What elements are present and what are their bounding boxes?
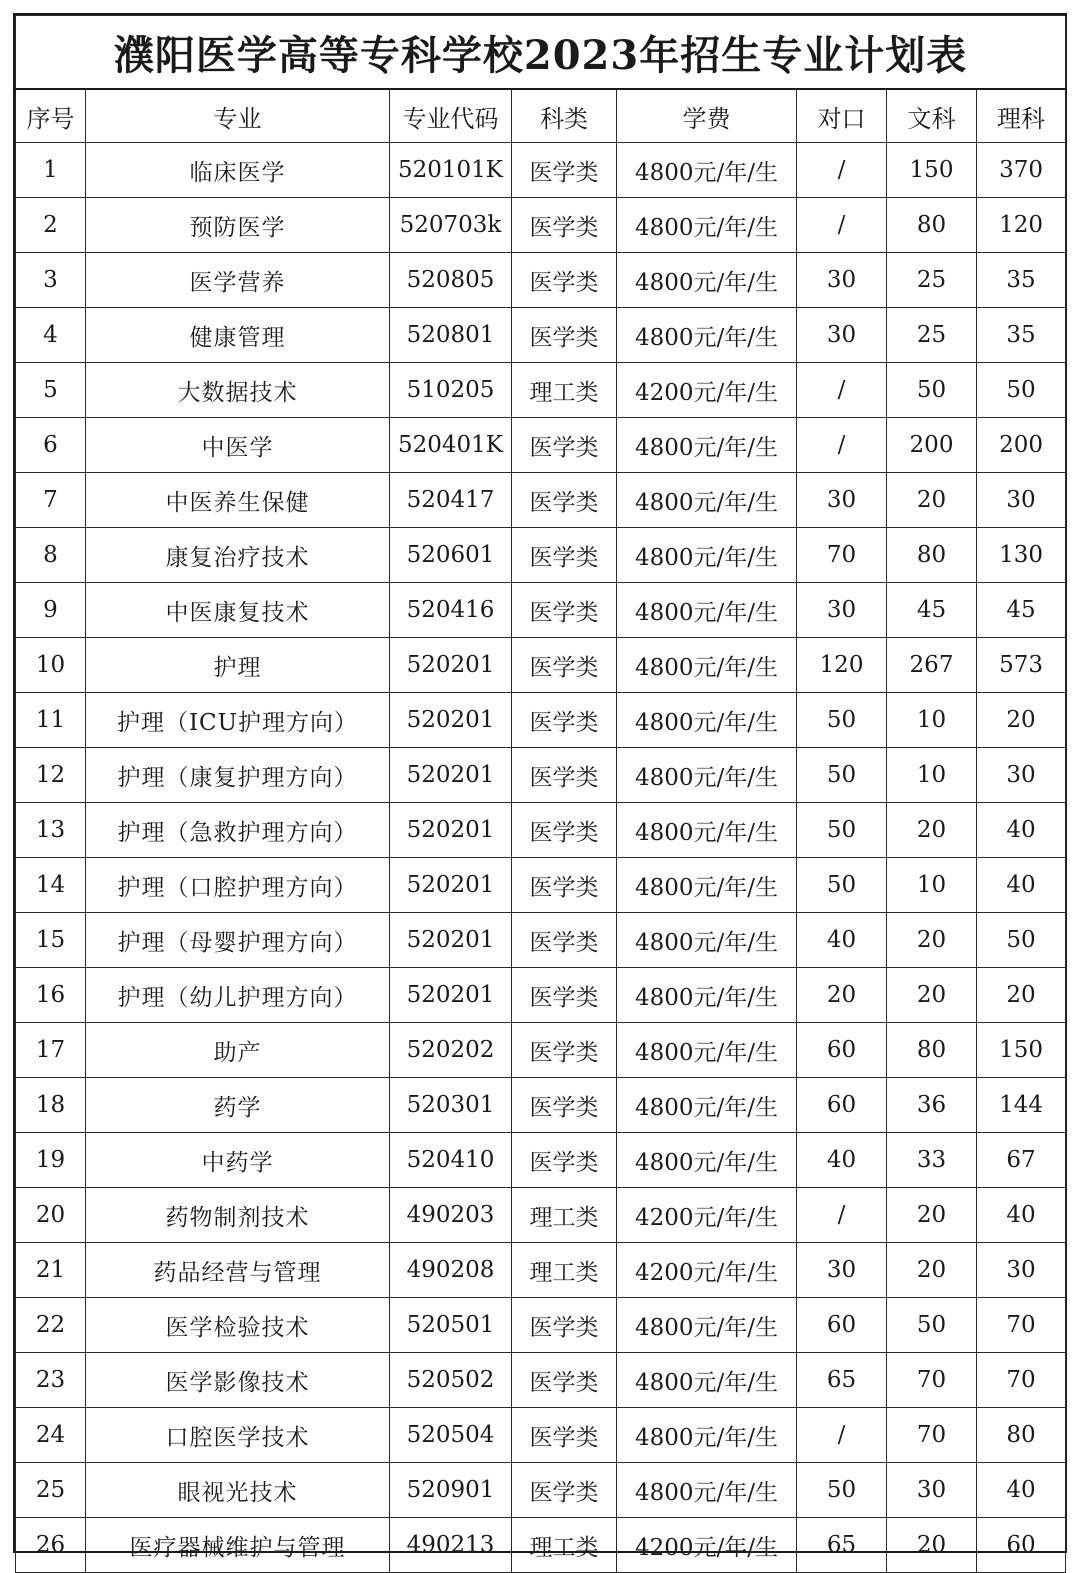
cell-code: 520801 [390,308,512,363]
cell-code: 520201 [390,748,512,803]
table-body [16,143,1066,1573]
cell-wenke: 20 [887,968,977,1023]
table-row [16,1078,1066,1133]
column-header-code: 专业代码 [390,89,512,143]
cell-no: 10 [16,638,86,693]
cell-like: 30 [977,748,1066,803]
cell-duikou: 65 [797,1518,887,1573]
table-row [16,308,1066,363]
cell-duikou: / [797,1408,887,1463]
cell-wenke: 70 [887,1353,977,1408]
cell-duikou: 30 [797,308,887,363]
cell-major: 护理（母婴护理方向） [86,913,390,968]
cell-wenke: 50 [887,363,977,418]
column-header-like: 理科 [977,89,1066,143]
cell-like: 35 [977,308,1066,363]
cell-category: 医学类 [512,583,617,638]
cell-like: 45 [977,583,1066,638]
cell-major: 药物制剂技术 [86,1188,390,1243]
cell-code: 520401K [390,418,512,473]
cell-category: 医学类 [512,1298,617,1353]
cell-major: 健康管理 [86,308,390,363]
table-row [16,1243,1066,1298]
cell-wenke: 33 [887,1133,977,1188]
cell-duikou: 70 [797,528,887,583]
cell-code: 520504 [390,1408,512,1463]
cell-major: 护理（幼儿护理方向） [86,968,390,1023]
cell-major: 护理 [86,638,390,693]
cell-code: 520201 [390,693,512,748]
cell-fee: 4800元/年/生 [617,528,797,583]
cell-category: 医学类 [512,418,617,473]
cell-duikou: 30 [797,583,887,638]
cell-category: 理工类 [512,363,617,418]
cell-no: 21 [16,1243,86,1298]
cell-no: 15 [16,913,86,968]
cell-fee: 4800元/年/生 [617,198,797,253]
cell-code: 520201 [390,968,512,1023]
table-row [16,1133,1066,1188]
cell-category: 医学类 [512,1408,617,1463]
cell-fee: 4800元/年/生 [617,253,797,308]
cell-like: 60 [977,1518,1066,1573]
cell-like: 20 [977,693,1066,748]
cell-no: 23 [16,1353,86,1408]
cell-wenke: 70 [887,1408,977,1463]
cell-no: 5 [16,363,86,418]
cell-like: 67 [977,1133,1066,1188]
table-row [16,968,1066,1023]
cell-code: 520201 [390,913,512,968]
cell-duikou: 30 [797,253,887,308]
cell-major: 康复治疗技术 [86,528,390,583]
cell-duikou: / [797,418,887,473]
cell-fee: 4800元/年/生 [617,803,797,858]
cell-category: 医学类 [512,638,617,693]
cell-no: 2 [16,198,86,253]
cell-code: 520201 [390,638,512,693]
cell-fee: 4200元/年/生 [617,1188,797,1243]
cell-code: 520201 [390,858,512,913]
cell-category: 医学类 [512,968,617,1023]
cell-category: 医学类 [512,1463,617,1518]
cell-no: 3 [16,253,86,308]
cell-duikou: / [797,198,887,253]
cell-fee: 4800元/年/生 [617,693,797,748]
cell-no: 1 [16,143,86,198]
cell-like: 144 [977,1078,1066,1133]
cell-duikou: 40 [797,913,887,968]
cell-duikou: 50 [797,858,887,913]
table-row [16,253,1066,308]
table-row [16,1023,1066,1078]
cell-fee: 4200元/年/生 [617,1243,797,1298]
cell-category: 理工类 [512,1188,617,1243]
cell-wenke: 267 [887,638,977,693]
cell-like: 150 [977,1023,1066,1078]
cell-fee: 4800元/年/生 [617,473,797,528]
table-row [16,198,1066,253]
cell-major: 护理（口腔护理方向） [86,858,390,913]
cell-no: 13 [16,803,86,858]
cell-category: 医学类 [512,308,617,363]
cell-duikou: 50 [797,803,887,858]
cell-wenke: 20 [887,1518,977,1573]
cell-code: 520901 [390,1463,512,1518]
cell-category: 医学类 [512,198,617,253]
cell-duikou: 50 [797,748,887,803]
table-row [16,913,1066,968]
cell-wenke: 25 [887,253,977,308]
cell-like: 40 [977,858,1066,913]
cell-major: 药品经营与管理 [86,1243,390,1298]
table-title: 濮阳医学高等专科学校2023年招生专业计划表 [16,16,1066,90]
cell-no: 4 [16,308,86,363]
cell-like: 30 [977,473,1066,528]
cell-duikou: 30 [797,473,887,528]
cell-major: 中药学 [86,1133,390,1188]
cell-fee: 4800元/年/生 [617,1133,797,1188]
cell-no: 16 [16,968,86,1023]
cell-duikou: 50 [797,693,887,748]
cell-duikou: 60 [797,1298,887,1353]
cell-fee: 4800元/年/生 [617,1353,797,1408]
cell-fee: 4800元/年/生 [617,858,797,913]
cell-no: 25 [16,1463,86,1518]
cell-wenke: 20 [887,1243,977,1298]
cell-wenke: 30 [887,1463,977,1518]
cell-major: 中医康复技术 [86,583,390,638]
cell-code: 490213 [390,1518,512,1573]
cell-wenke: 50 [887,1298,977,1353]
cell-duikou: 30 [797,1243,887,1298]
cell-major: 眼视光技术 [86,1463,390,1518]
table-row [16,363,1066,418]
cell-category: 医学类 [512,1353,617,1408]
table-row [16,1463,1066,1518]
cell-fee: 4800元/年/生 [617,1023,797,1078]
cell-duikou: 120 [797,638,887,693]
cell-no: 9 [16,583,86,638]
table-row [16,1353,1066,1408]
cell-fee: 4800元/年/生 [617,418,797,473]
cell-no: 8 [16,528,86,583]
cell-code: 490203 [390,1188,512,1243]
table-row [16,1188,1066,1243]
cell-category: 医学类 [512,693,617,748]
cell-like: 35 [977,253,1066,308]
cell-code: 520101K [390,143,512,198]
column-header-wenke: 文科 [887,89,977,143]
cell-major: 大数据技术 [86,363,390,418]
table-row [16,693,1066,748]
table-row [16,473,1066,528]
cell-duikou: 60 [797,1023,887,1078]
cell-code: 520502 [390,1353,512,1408]
cell-like: 80 [977,1408,1066,1463]
cell-no: 26 [16,1518,86,1573]
cell-fee: 4800元/年/生 [617,1463,797,1518]
cell-code: 520201 [390,803,512,858]
cell-fee: 4200元/年/生 [617,363,797,418]
cell-no: 18 [16,1078,86,1133]
cell-like: 200 [977,418,1066,473]
cell-wenke: 80 [887,1023,977,1078]
cell-code: 520301 [390,1078,512,1133]
cell-code: 520416 [390,583,512,638]
cell-major: 护理（ICU护理方向） [86,693,390,748]
cell-wenke: 80 [887,528,977,583]
cell-like: 40 [977,803,1066,858]
cell-duikou: / [797,363,887,418]
enrollment-plan-sheet [13,13,1067,1561]
table-row [16,638,1066,693]
cell-wenke: 25 [887,308,977,363]
cell-wenke: 20 [887,913,977,968]
table-row [16,528,1066,583]
cell-like: 70 [977,1298,1066,1353]
cell-code: 520703k [390,198,512,253]
cell-code: 510205 [390,363,512,418]
cell-category: 理工类 [512,1243,617,1298]
cell-wenke: 10 [887,858,977,913]
cell-fee: 4800元/年/生 [617,638,797,693]
cell-no: 14 [16,858,86,913]
cell-wenke: 20 [887,803,977,858]
cell-category: 医学类 [512,803,617,858]
cell-code: 520601 [390,528,512,583]
cell-category: 医学类 [512,1078,617,1133]
cell-code: 520410 [390,1133,512,1188]
cell-major: 医学影像技术 [86,1353,390,1408]
cell-like: 40 [977,1463,1066,1518]
cell-wenke: 20 [887,1188,977,1243]
column-header-no: 序号 [16,89,86,143]
cell-fee: 4800元/年/生 [617,1408,797,1463]
column-header-category: 科类 [512,89,617,143]
cell-duikou: 40 [797,1133,887,1188]
cell-category: 医学类 [512,253,617,308]
cell-major: 预防医学 [86,198,390,253]
cell-like: 130 [977,528,1066,583]
table-row [16,1518,1066,1573]
cell-no: 17 [16,1023,86,1078]
enrollment-plan-table [15,15,1066,1573]
column-header-major: 专业 [86,89,390,143]
cell-like: 30 [977,1243,1066,1298]
cell-code: 520501 [390,1298,512,1353]
cell-major: 中医学 [86,418,390,473]
header-row [16,89,1066,143]
cell-major: 中医养生保健 [86,473,390,528]
table-row [16,858,1066,913]
cell-category: 医学类 [512,858,617,913]
cell-code: 520202 [390,1023,512,1078]
cell-wenke: 10 [887,748,977,803]
cell-fee: 4800元/年/生 [617,1298,797,1353]
cell-like: 50 [977,913,1066,968]
cell-no: 22 [16,1298,86,1353]
cell-fee: 4800元/年/生 [617,583,797,638]
cell-duikou: 65 [797,1353,887,1408]
cell-duikou: 20 [797,968,887,1023]
cell-like: 20 [977,968,1066,1023]
cell-no: 6 [16,418,86,473]
cell-fee: 4800元/年/生 [617,1078,797,1133]
cell-wenke: 150 [887,143,977,198]
cell-wenke: 10 [887,693,977,748]
cell-major: 医疗器械维护与管理 [86,1518,390,1573]
cell-category: 理工类 [512,1518,617,1573]
table-row [16,1408,1066,1463]
cell-fee: 4800元/年/生 [617,748,797,803]
column-header-duikou: 对口 [797,89,887,143]
cell-category: 医学类 [512,1023,617,1078]
cell-category: 医学类 [512,1133,617,1188]
cell-major: 医学检验技术 [86,1298,390,1353]
cell-category: 医学类 [512,913,617,968]
cell-like: 370 [977,143,1066,198]
cell-fee: 4800元/年/生 [617,968,797,1023]
cell-like: 70 [977,1353,1066,1408]
cell-duikou: 60 [797,1078,887,1133]
cell-category: 医学类 [512,748,617,803]
cell-major: 助产 [86,1023,390,1078]
cell-major: 医学营养 [86,253,390,308]
cell-like: 120 [977,198,1066,253]
cell-like: 40 [977,1188,1066,1243]
cell-no: 24 [16,1408,86,1463]
cell-major: 护理（康复护理方向） [86,748,390,803]
cell-duikou: / [797,1188,887,1243]
table-row [16,1298,1066,1353]
cell-like: 50 [977,363,1066,418]
column-header-fee: 学费 [617,89,797,143]
cell-category: 医学类 [512,473,617,528]
cell-major: 临床医学 [86,143,390,198]
table-row [16,748,1066,803]
cell-no: 12 [16,748,86,803]
cell-wenke: 20 [887,473,977,528]
cell-wenke: 200 [887,418,977,473]
cell-duikou: 50 [797,1463,887,1518]
cell-wenke: 36 [887,1078,977,1133]
cell-no: 19 [16,1133,86,1188]
cell-wenke: 80 [887,198,977,253]
cell-code: 520805 [390,253,512,308]
table-row [16,418,1066,473]
cell-fee: 4200元/年/生 [617,1518,797,1573]
cell-wenke: 45 [887,583,977,638]
table-row [16,803,1066,858]
cell-no: 20 [16,1188,86,1243]
cell-duikou: / [797,143,887,198]
cell-fee: 4800元/年/生 [617,143,797,198]
cell-no: 7 [16,473,86,528]
cell-no: 11 [16,693,86,748]
cell-major: 口腔医学技术 [86,1408,390,1463]
cell-major: 药学 [86,1078,390,1133]
cell-category: 医学类 [512,143,617,198]
cell-fee: 4800元/年/生 [617,913,797,968]
cell-code: 520417 [390,473,512,528]
cell-fee: 4800元/年/生 [617,308,797,363]
cell-major: 护理（急救护理方向） [86,803,390,858]
cell-code: 490208 [390,1243,512,1298]
table-row [16,583,1066,638]
table-row [16,143,1066,198]
cell-like: 573 [977,638,1066,693]
cell-category: 医学类 [512,528,617,583]
